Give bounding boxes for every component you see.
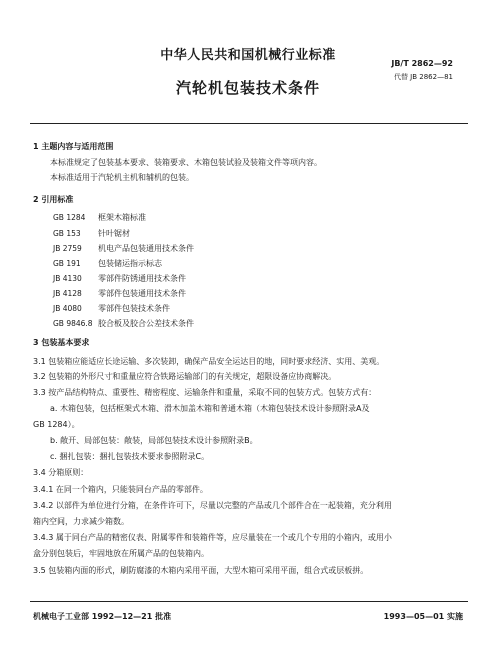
clause-line: 3.1 包装箱应能适应长途运输、多次装卸，确保产品安全运达目的地，同时要求经济、实用、美观。 [33,357,385,366]
reference-title: 零部件包装技术条件 [98,304,170,313]
reference-code: JB 4080 [53,304,82,313]
replaced-standard: 代替 JB 2862—81 [393,73,453,81]
reference-code: JB 4130 [53,274,82,283]
reference-code: GB 9846.8 [53,319,93,328]
clause-line: 3.4.1 在同一个箱内，只能装同台产品的零部件。 [33,485,208,494]
reference-title: 框架木箱标准 [98,213,146,222]
reference-code: GB 191 [53,259,81,268]
header-rule [30,123,468,124]
reference-title: 包装储运指示标志 [98,259,162,268]
clause-line: b. 敞开、局部包装：敞装，局部包装技术设计参照附录B。 [50,436,258,445]
section-heading-2: 2 引用标准 [33,195,74,204]
reference-code: GB 153 [53,229,81,238]
reference-title: 零部件防锈通用技术条件 [98,274,186,283]
clause-line: 3.2 包装箱的外形尺寸和重量应符合铁路运输部门的有关规定，超限设备应协商解决。 [33,372,337,381]
footer-rule [30,601,468,602]
reference-code: JB 4128 [53,289,82,298]
approval-statement: 机械电子工业部 1992—12—21 批准 [33,612,172,621]
issuing-body-title: 中华人民共和国机械行业标准 [160,48,336,63]
clause-line: c. 捆扎包装：捆扎包装技术要求参照附录C。 [50,452,210,461]
implementation-date: 1993—05—01 实施 [383,612,463,621]
standard-number: JB/T 2862—92 [391,59,453,68]
section-heading-3: 3 包装基本要求 [33,338,90,347]
clause-line: 盒分别包装后，牢固地放在所属产品的包装箱内。 [33,549,209,558]
reference-code: GB 1284 [53,213,86,222]
paragraph-line: 本标准适用于汽轮机主机和辅机的包装。 [50,173,194,182]
clause-line: 箱内空间，力求减少箱数。 [33,517,129,526]
reference-title: 零部件包装通用技术条件 [98,289,186,298]
reference-title: 针叶锯材 [98,229,130,238]
section-heading-1: 1 主题内容与适用范围 [33,142,114,151]
reference-title: 胶合板及胶合公差技术条件 [98,319,194,328]
reference-title: 机电产品包装通用技术条件 [98,244,194,253]
document-title: 汽轮机包装技术条件 [175,79,320,97]
clause-line: 3.4.3 属于同台产品的精密仪表、附属零件和装箱件等，应尽量装在一个或几个专用的小箱内，或用小 [33,533,392,542]
clause-line: 3.3 按产品结构特点、重要性、精密程度、运输条件和重量，采取不同的包装方式。包装方式有： [33,388,377,397]
clause-line: 3.4 分箱原则： [33,468,89,477]
clause-line: 3.5 包装箱内面的形式，刷防腐漆的木箱内采用平面，大型木箱可采用平面，组合式或层板拼。 [33,566,369,575]
clause-line: 3.4.2 以部件为单位进行分箱，在条件许可下，尽量以完整的产品或几个部件合在一起装箱，充分利用 [33,501,392,510]
reference-code: JB 2759 [53,244,82,253]
clause-line: GB 1284）。 [33,420,80,429]
clause-line: a. 木箱包装，包括框架式木箱、滑木加盖木箱和普通木箱（木箱包装技术设计参照附录A及 [50,404,370,413]
paragraph-line: 本标准规定了包装基本要求、装箱要求、木箱包装试验及装箱文件等项内容。 [50,158,322,167]
